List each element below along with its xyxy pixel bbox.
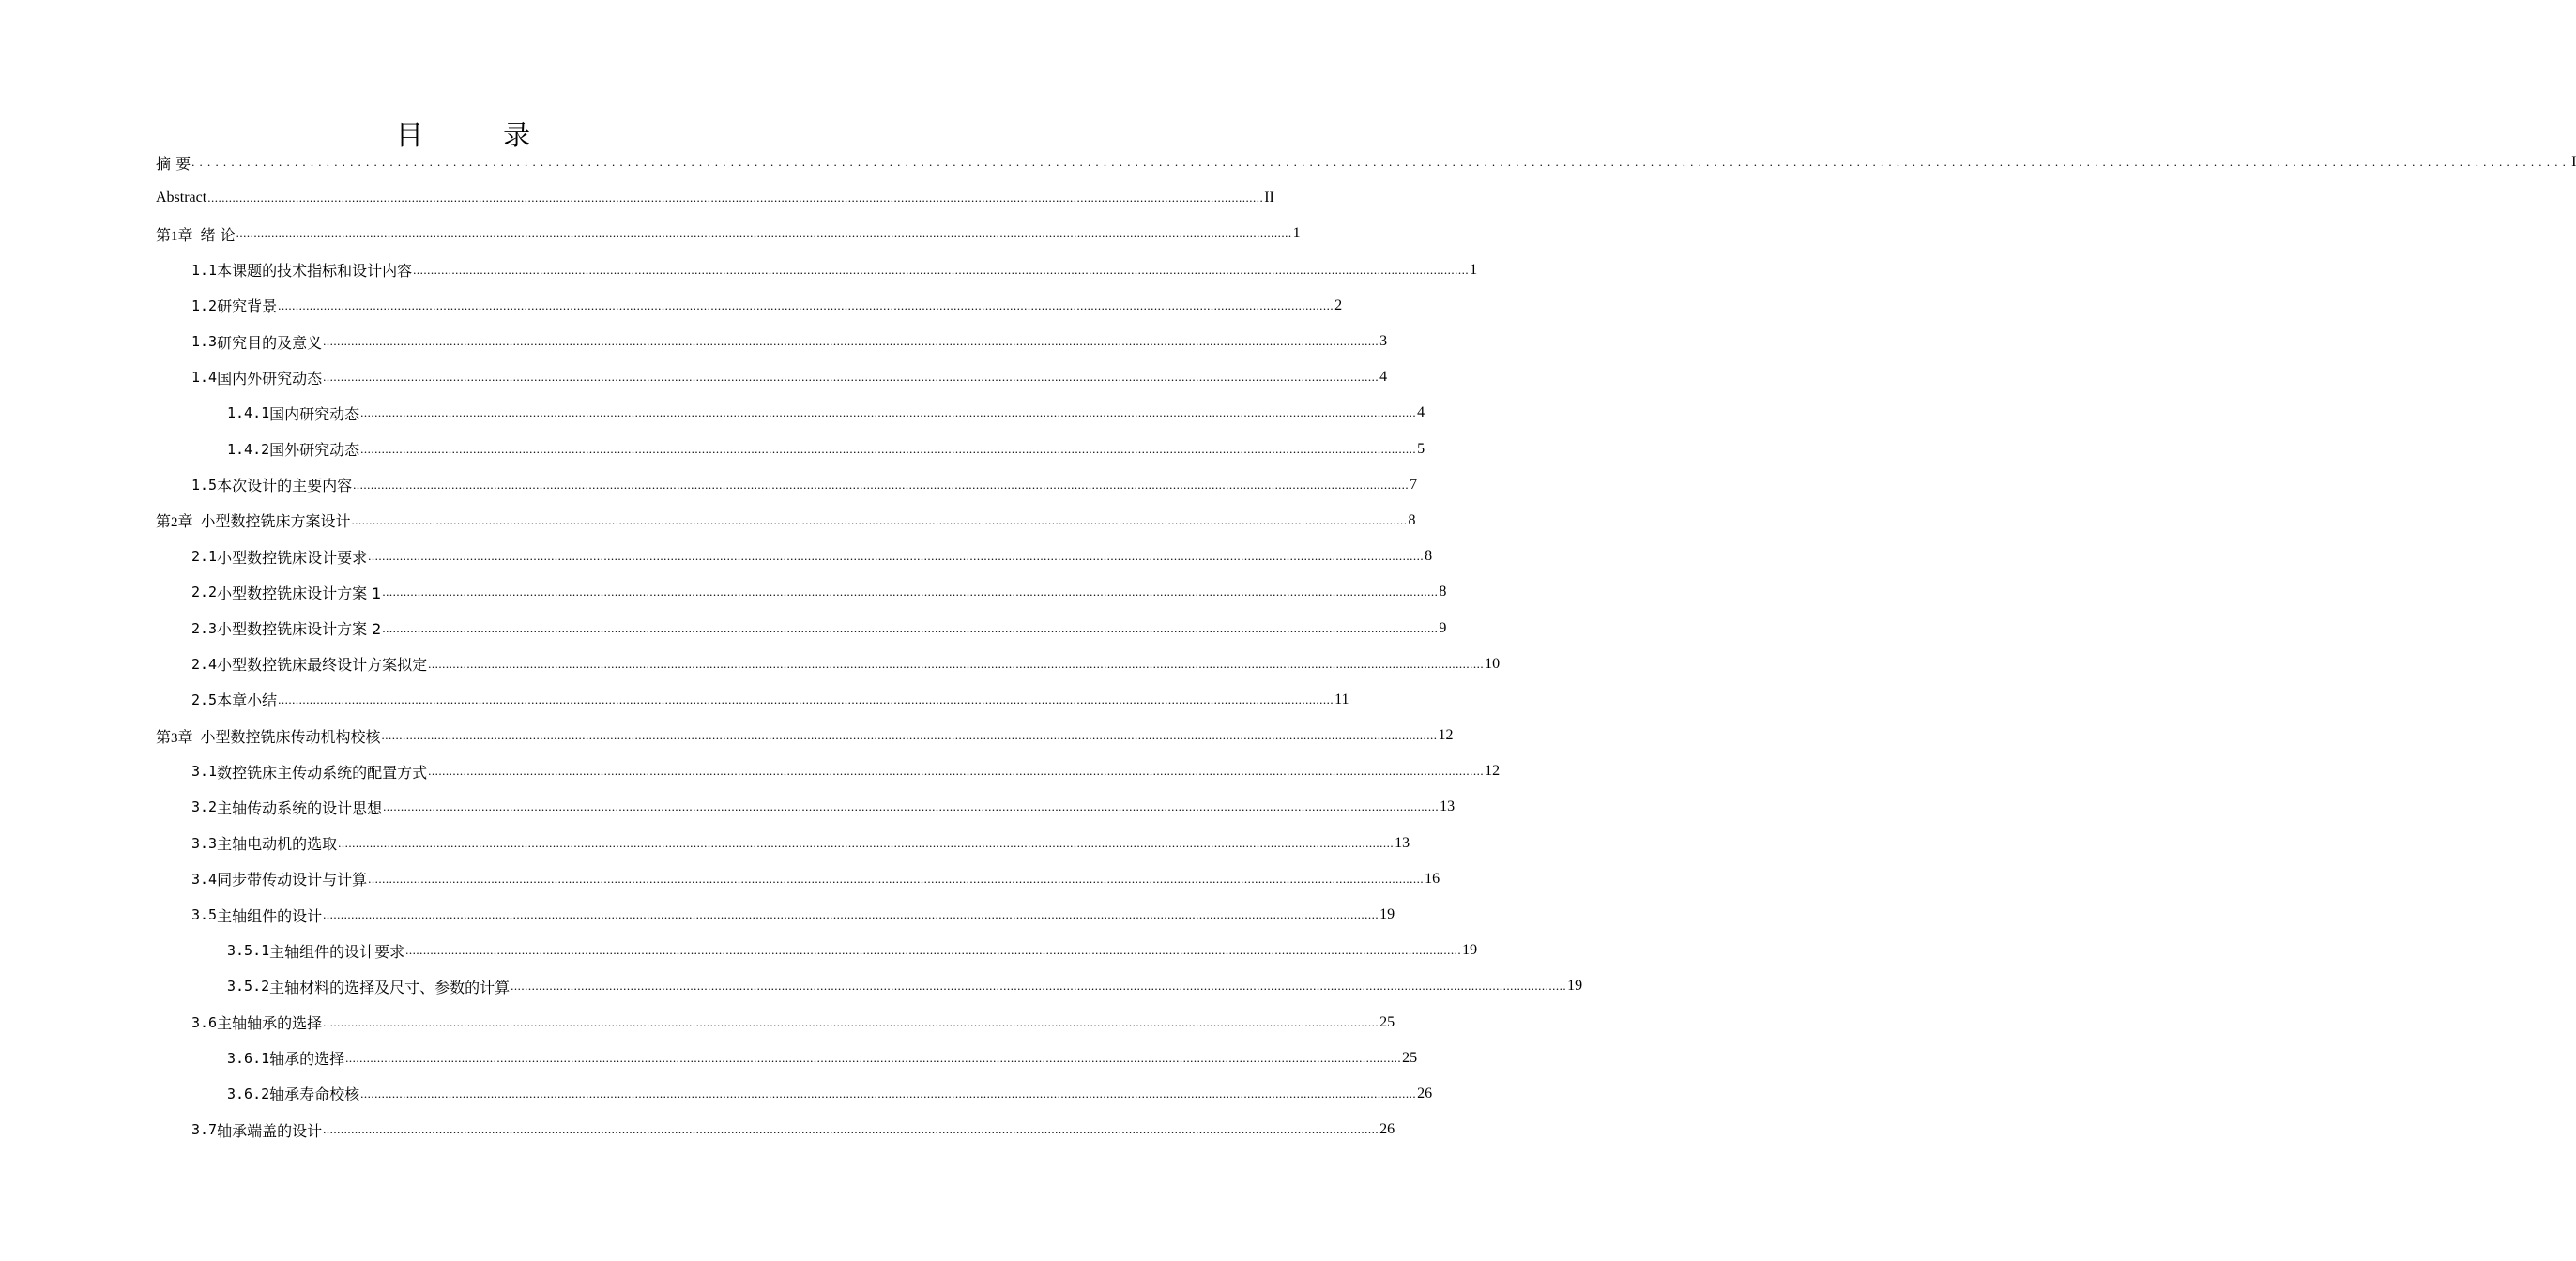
toc-entry[interactable] bbox=[156, 503, 1416, 539]
toc-entry[interactable] bbox=[156, 1005, 1395, 1041]
toc-dot-leader: ............................................................................................................................................................................................................................................................................................................ bbox=[351, 512, 1408, 527]
toc-dot-leader: ............................................................................................................................................................................................................................................................................................................ bbox=[278, 297, 1334, 312]
toc-dot-leader: ............................................................................................................................................................................................................................................................................................................ bbox=[353, 477, 1410, 492]
toc-section-number: 3.5.2 bbox=[227, 978, 270, 995]
toc-entry-title: 国内研究动态 bbox=[269, 404, 360, 423]
toc-entry[interactable] bbox=[156, 789, 1456, 825]
toc-entry[interactable] bbox=[156, 467, 1418, 503]
toc-entry-title: 国外研究动态 bbox=[269, 441, 360, 460]
toc-dot-leader: ............................................................................................................................................................................................................................................................................................................ bbox=[381, 728, 1438, 743]
toc-dot-leader: ............................................................................................................................................................................................................................................................................................................ bbox=[323, 1122, 1379, 1137]
toc-section-number: 3.5 bbox=[191, 906, 218, 924]
toc-dot-leader: ............................................................................................................................................................................................................................................................................................................ bbox=[338, 835, 1395, 850]
toc-page-number: 4 bbox=[1417, 404, 1425, 421]
toc-dot-leader: ............................................................................................................................................................................................................................................................................................................ bbox=[360, 405, 1417, 420]
toc-entry-title: 小型数控铣床设计要求 bbox=[217, 548, 368, 567]
toc-entry-title: 同步带传动设计与计算 bbox=[217, 871, 368, 889]
toc-page-number: 12 bbox=[1485, 763, 1501, 780]
toc-page-number: 25 bbox=[1379, 1013, 1395, 1030]
toc-entry-title: 主轴电动机的选取 bbox=[217, 835, 338, 854]
toc-entry[interactable] bbox=[156, 826, 1410, 861]
toc-entry[interactable] bbox=[156, 252, 1478, 288]
toc-entry-title: 本章小结 bbox=[217, 691, 278, 710]
toc-dot-leader: ............................................................................................................................................................................................................................................................................................................ bbox=[323, 907, 1379, 922]
toc-section-number: 1.4 bbox=[191, 369, 218, 387]
toc-entry-title: 轴承寿命校核 bbox=[269, 1086, 360, 1104]
toc-dot-leader: ............................................................................................................................................................................................................................................................................................................ bbox=[278, 691, 1334, 706]
toc-page-number: 1 bbox=[1470, 261, 1478, 278]
toc-page-number: 10 bbox=[1485, 655, 1501, 672]
toc-entry[interactable] bbox=[156, 180, 1274, 216]
toc-entry[interactable] bbox=[156, 1076, 1433, 1112]
toc-section-number: 3.6 bbox=[191, 1013, 218, 1031]
toc-page-number: 2 bbox=[1334, 296, 1343, 313]
toc-page-number: 8 bbox=[1408, 511, 1416, 528]
toc-page-number: 26 bbox=[1417, 1085, 1433, 1101]
toc-section-number: 1.3 bbox=[191, 333, 218, 351]
toc-entry[interactable] bbox=[156, 216, 1301, 251]
toc-entry[interactable] bbox=[156, 288, 1343, 324]
toc-section-number: 1.2 bbox=[191, 296, 218, 314]
table-of-contents bbox=[156, 144, 2576, 1147]
toc-dot-leader: ............................................................................................................................................................................................................................................................................................................ bbox=[428, 656, 1485, 671]
toc-entry[interactable] bbox=[156, 1041, 1418, 1076]
toc-page-number: 13 bbox=[1440, 798, 1456, 815]
toc-page-number: I bbox=[2571, 154, 2576, 171]
toc-entry-title: Abstract bbox=[156, 190, 207, 206]
toc-section-number: 3.6.2 bbox=[227, 1085, 270, 1102]
toc-entry-title: 数控铣床主传动系统的配置方式 bbox=[217, 763, 428, 782]
toc-page-number: 19 bbox=[1567, 978, 1583, 995]
toc-page-number: II bbox=[1264, 190, 1274, 206]
toc-entry-title: 小型数控铣床传动机构校核 bbox=[200, 727, 381, 746]
toc-section-number: 2.1 bbox=[191, 548, 218, 566]
toc-chapter-number: 第3章 bbox=[156, 727, 193, 746]
toc-page-number: 8 bbox=[1439, 584, 1447, 600]
toc-entry-title: 主轴组件的设计 bbox=[217, 906, 323, 925]
toc-entry[interactable] bbox=[156, 539, 1433, 574]
toc-entry-title: 主轴材料的选择及尺寸、参数的计算 bbox=[269, 978, 511, 996]
toc-dot-leader: ............................................................................................................................................................................................................................................................................................................ bbox=[368, 549, 1425, 564]
toc-page-number: 16 bbox=[1425, 870, 1440, 887]
toc-section-number: 3.7 bbox=[191, 1121, 218, 1139]
toc-section-number: 2.5 bbox=[191, 691, 218, 708]
toc-entry-title: 轴承端盖的设计 bbox=[217, 1121, 323, 1140]
toc-section-number: 3.1 bbox=[191, 763, 218, 781]
toc-entry-title: 主轴传动系统的设计思想 bbox=[217, 798, 383, 817]
toc-entry[interactable] bbox=[156, 1112, 1395, 1147]
toc-entry[interactable] bbox=[156, 359, 1388, 395]
page-title: 目 录 bbox=[395, 119, 567, 151]
toc-page-number: 4 bbox=[1379, 369, 1388, 386]
toc-dot-leader: ............................................................................................................................................................................................................................................................................................................ bbox=[207, 190, 1264, 205]
toc-entry-title: 本课题的技术指标和设计内容 bbox=[217, 262, 413, 281]
toc-page-number: 13 bbox=[1395, 834, 1410, 851]
toc-entry-title: 小型数控铣床设计方案 1 bbox=[217, 584, 382, 602]
toc-entry-title: 主轴组件的设计要求 bbox=[269, 942, 405, 961]
toc-section-number: 3.5.1 bbox=[227, 942, 270, 960]
toc-entry-title: 主轴轴承的选择 bbox=[217, 1014, 323, 1033]
toc-entry[interactable] bbox=[156, 610, 1447, 646]
toc-chapter-number: 第1章 bbox=[156, 225, 193, 244]
toc-dot-leader: ............................................................................................................................................................................................................................................................................................................ bbox=[511, 979, 1567, 994]
toc-entry[interactable] bbox=[156, 718, 1454, 753]
toc-section-number: 1.5 bbox=[191, 476, 218, 494]
toc-section-number: 2.4 bbox=[191, 655, 218, 673]
toc-page-number: 25 bbox=[1402, 1049, 1418, 1066]
toc-dot-leader: ............................................................................................................................................................................................................................................................................................................ bbox=[383, 799, 1440, 814]
toc-dot-leader: ............................................................................................................................................................................................................................................................................................................ bbox=[413, 262, 1470, 277]
toc-entry-title: 小型数控铣床最终设计方案拟定 bbox=[217, 656, 428, 675]
toc-page-number: 8 bbox=[1425, 548, 1433, 565]
toc-page-number: 26 bbox=[1379, 1121, 1395, 1138]
toc-chapter-number: 第2章 bbox=[156, 512, 193, 531]
toc-section-number: 3.4 bbox=[191, 870, 218, 888]
toc-entry-title: 摘 要 bbox=[156, 154, 191, 173]
toc-section-number: 3.3 bbox=[191, 834, 218, 852]
toc-dot-leader: ............................................................................................................................................................................................................................................................................................................ bbox=[428, 764, 1485, 779]
toc-page-number: 12 bbox=[1438, 727, 1454, 744]
toc-dot-leader: ............................................................................................................................................................................................................................................................................................................ bbox=[345, 1050, 1402, 1065]
toc-section-number: 1.1 bbox=[191, 261, 218, 279]
toc-entry-title: 小型数控铣床方案设计 bbox=[200, 512, 351, 531]
toc-entry[interactable] bbox=[156, 968, 1583, 1004]
toc-dot-leader: ............................................................................................................................................................................................................................................................................................................ bbox=[323, 334, 1379, 349]
toc-dot-leader: ............................................................................................................................................................................................................................................................................................................ bbox=[382, 620, 1439, 635]
toc-entry[interactable] bbox=[156, 324, 1388, 359]
toc-entry-title: 研究背景 bbox=[217, 297, 278, 316]
toc-entry-title: 研究目的及意义 bbox=[217, 333, 323, 352]
toc-entry[interactable] bbox=[156, 753, 1501, 789]
toc-page-number: 11 bbox=[1334, 691, 1349, 707]
toc-page-number: 1 bbox=[1292, 225, 1301, 242]
toc-entry[interactable] bbox=[156, 144, 2576, 180]
toc-section-number: 2.2 bbox=[191, 584, 218, 601]
toc-entry[interactable] bbox=[156, 861, 1440, 897]
toc-section-number: 1.4.1 bbox=[227, 404, 270, 422]
toc-entry[interactable] bbox=[156, 432, 1425, 467]
toc-page-number: 3 bbox=[1379, 333, 1388, 350]
toc-dot-leader: ............................................................................................................................................................................................................................................................................................................ bbox=[382, 585, 1439, 600]
toc-section-number: 1.4.2 bbox=[227, 440, 270, 458]
toc-dot-leader: ............................................................................................................................................................................................................................................................................................................ bbox=[323, 1014, 1379, 1029]
toc-dot-leader: ............................................................................................................................................................................................................................................................................................................ bbox=[360, 1086, 1417, 1101]
toc-dot-leader: ............................................................................................................................................................................................................................................................................................................ bbox=[323, 370, 1379, 385]
toc-entry[interactable] bbox=[156, 646, 1501, 682]
toc-page-number: 19 bbox=[1379, 906, 1395, 923]
toc-section-number: 2.3 bbox=[191, 619, 218, 637]
toc-entry[interactable] bbox=[156, 897, 1395, 933]
toc-dot-leader: ............................................................................................................................................................................................................................................................................................................ bbox=[191, 155, 2571, 170]
toc-entry[interactable] bbox=[156, 574, 1447, 610]
toc-dot-leader: ............................................................................................................................................................................................................................................................................................................ bbox=[405, 943, 1462, 958]
toc-page-number: 7 bbox=[1410, 476, 1418, 493]
toc-dot-leader: ............................................................................................................................................................................................................................................................................................................ bbox=[368, 871, 1425, 886]
toc-dot-leader: ............................................................................................................................................................................................................................................................................................................ bbox=[360, 441, 1417, 456]
toc-section-number: 3.2 bbox=[191, 798, 218, 816]
toc-dot-leader: ............................................................................................................................................................................................................................................................................................................ bbox=[236, 226, 1292, 241]
toc-page-number: 9 bbox=[1439, 619, 1447, 636]
toc-entry-title: 小型数控铣床设计方案 2 bbox=[217, 620, 382, 639]
toc-entry[interactable] bbox=[156, 933, 1478, 968]
toc-page-number: 5 bbox=[1417, 440, 1425, 457]
toc-section-number: 3.6.1 bbox=[227, 1049, 270, 1067]
toc-entry-title: 轴承的选择 bbox=[269, 1050, 345, 1069]
toc-entry-title: 本次设计的主要内容 bbox=[217, 477, 353, 495]
toc-entry-title: 国内外研究动态 bbox=[217, 369, 323, 387]
toc-entry[interactable] bbox=[156, 395, 1425, 431]
toc-entry-title: 绪 论 bbox=[200, 225, 236, 244]
toc-page-number: 19 bbox=[1462, 942, 1478, 959]
toc-entry[interactable] bbox=[156, 682, 1349, 718]
